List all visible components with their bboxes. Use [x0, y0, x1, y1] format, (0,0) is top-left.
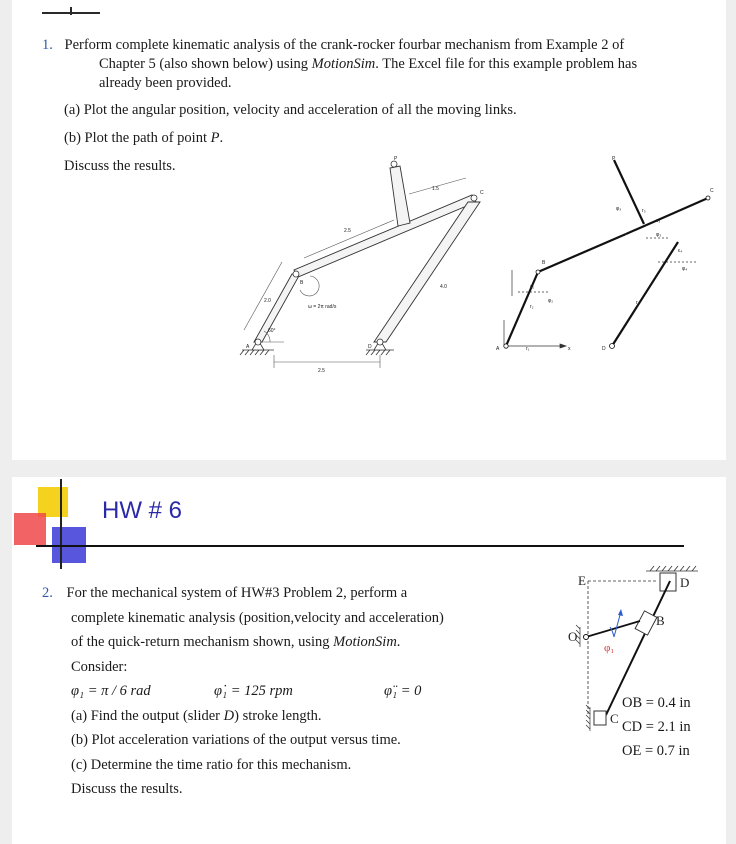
vector-coupler-arm [614, 160, 644, 224]
fig2-label-p: P [612, 156, 616, 162]
joint-o [584, 635, 589, 640]
fig1-len-ad: 2.5 [318, 368, 325, 374]
problem-2-consider: Consider: [71, 658, 128, 675]
vector-coupler-right [626, 198, 708, 234]
fig1-len-bp: 2.5 [344, 228, 351, 234]
problem-1-part-a: (a) Plot the angular position, velocity and acceleration of all the moving links. [64, 102, 517, 118]
fig1-label-d: D [368, 344, 372, 350]
qr-label-c: C [610, 711, 619, 726]
problem-2-line-1 [42, 581, 512, 606]
vector-r4 [612, 242, 678, 346]
fig2-label-e3: ε₃ [656, 218, 661, 224]
dim-cd: CD = 2.1 in [622, 719, 691, 735]
vector-loop-figure [486, 152, 722, 364]
problem-2-line-2: complete kinematic analysis (position,velocity and acceleration) [71, 609, 444, 626]
fig1-len-cd: 4.0 [440, 284, 447, 290]
fig2-joint-a [504, 344, 508, 348]
joint-c [471, 195, 477, 201]
vector-guides [504, 238, 696, 348]
problem-2-part-a-pre: (a) Find the output (slider [71, 707, 224, 724]
qr-label-o: O [568, 629, 578, 644]
header-rule [36, 545, 684, 547]
fig2-joint-b [536, 270, 540, 274]
problem-1-part-b-pre: (b) Plot the path of point [64, 130, 211, 146]
fig2-label-u3: φ₃ [616, 206, 622, 212]
fig2-label-phi3: φ₃ [656, 232, 662, 238]
dim-ob: OB = 0.4 in [622, 695, 691, 711]
problem-2-text-line-1: For the mechanical system of HW#3 Problem 2, perform a [66, 585, 408, 601]
problem-1-text-line-1: Perform complete kinematic analysis of the crank-rocker fourbar mechanism from Example 2 of [64, 37, 625, 53]
fig2-joint-d [610, 344, 615, 349]
fig1-omega: ω = 2π rad/s [308, 304, 337, 310]
fig2-label-phi4: φ₄ [682, 266, 688, 272]
vector-coupler-left [538, 234, 626, 272]
problem-2-software: MotionSim [333, 634, 397, 650]
fig1-label-p: P [394, 156, 398, 162]
problem-1-line-3: already been provided. [99, 75, 232, 91]
problem-2-part-a-post: ) stroke length. [234, 707, 322, 724]
ground-rail-d [646, 566, 698, 571]
problem-2-part-a [42, 704, 512, 729]
fig1-label-a: A [246, 344, 250, 350]
problem-2-number: 2. [42, 585, 53, 601]
problem-2-part-a-var: D [223, 707, 235, 724]
dim-oe: OE = 0.7 in [622, 743, 690, 759]
coupler-arm [390, 166, 410, 226]
fig1-label-c: C [480, 190, 484, 196]
problem-1-line-1 [42, 36, 712, 55]
fig2-label-r3: r₃ [642, 208, 646, 214]
fig2-label-e4: ε₄ [678, 248, 683, 254]
problem-1-number: 1. [42, 37, 53, 53]
slider-d [660, 573, 676, 591]
eq-phi1-ddot: φ̈₁ = 0 [384, 683, 422, 699]
problem-2-equations [42, 679, 512, 704]
problem-1-text-line-2-pre: Chapter 5 (also shown below) using [99, 56, 312, 72]
top-rule-tick [70, 7, 72, 15]
fig2-label-r4: r₄ [636, 300, 640, 306]
eq-phi1-dot: φ̇₁ = 125 rpm [214, 683, 293, 699]
problem-2-line-3-post: . [396, 634, 401, 650]
fig2-label-r1: r₁ [526, 346, 530, 352]
problem-2-part-c: (c) Determine the time ratio for this mechanism. [71, 756, 352, 773]
problem-2-part-b: (b) Plot acceleration variations of the output versus time. [71, 732, 401, 748]
fig2-joint-c [706, 196, 710, 200]
problem-1-part-b-post: . [219, 130, 224, 146]
fig2-label-b: B [542, 260, 546, 266]
fig2-label-x: x [568, 346, 571, 352]
problem-1-part-b [42, 129, 712, 148]
omega-arrow [614, 615, 620, 637]
eq-phi1: φ₁ = π / 6 rad [71, 683, 151, 699]
fig2-label-phi2: φ₂ [548, 298, 554, 304]
fig1-len-pc: 1.5 [432, 186, 439, 192]
joint-d [377, 339, 383, 345]
joint-b [293, 271, 299, 277]
problem-1-part-b-point: P [210, 130, 220, 146]
accent-vertical-line [60, 479, 62, 569]
qr-label-phi1: φ₁ [604, 642, 615, 654]
pivot-c [594, 711, 606, 725]
crank-link [254, 274, 300, 342]
dimension-values [622, 691, 691, 763]
problem-2-card [12, 477, 726, 844]
problem-1-discuss: Discuss the results. [64, 158, 176, 174]
fig1-angle: 60° [268, 328, 276, 334]
fig2-label-r2: r₂ [530, 304, 534, 310]
problem-2-line-3 [42, 630, 512, 655]
problem-2-text [42, 581, 512, 802]
qr-label-e: E [578, 573, 586, 588]
problem-2-discuss: Discuss the results. [71, 781, 183, 797]
problem-1-card [12, 0, 726, 460]
omega-arrowhead [618, 609, 623, 616]
problem-2-line-3-pre: of the quick-return mechanism shown, using [71, 634, 334, 650]
fig2-label-d: D [602, 346, 606, 352]
fig2-label-a: A [496, 346, 500, 352]
problem-1-line-2 [42, 55, 712, 74]
fig1-len-ab: 2.0 [264, 298, 271, 304]
problem-1-text-line-2-post: . The Excel file for this example problem has [375, 56, 638, 72]
accent-red-square [14, 513, 46, 545]
qr-label-b: B [656, 613, 665, 628]
fourbar-figure [234, 150, 504, 380]
problem-1-software: MotionSim [311, 56, 376, 72]
fig2-label-c: C [710, 188, 714, 194]
fig1-label-b: B [300, 280, 304, 286]
fig2-label-e2: ε₂ [530, 284, 535, 290]
qr-label-d: D [680, 575, 690, 590]
hw-title: HW # 6 [102, 497, 183, 524]
